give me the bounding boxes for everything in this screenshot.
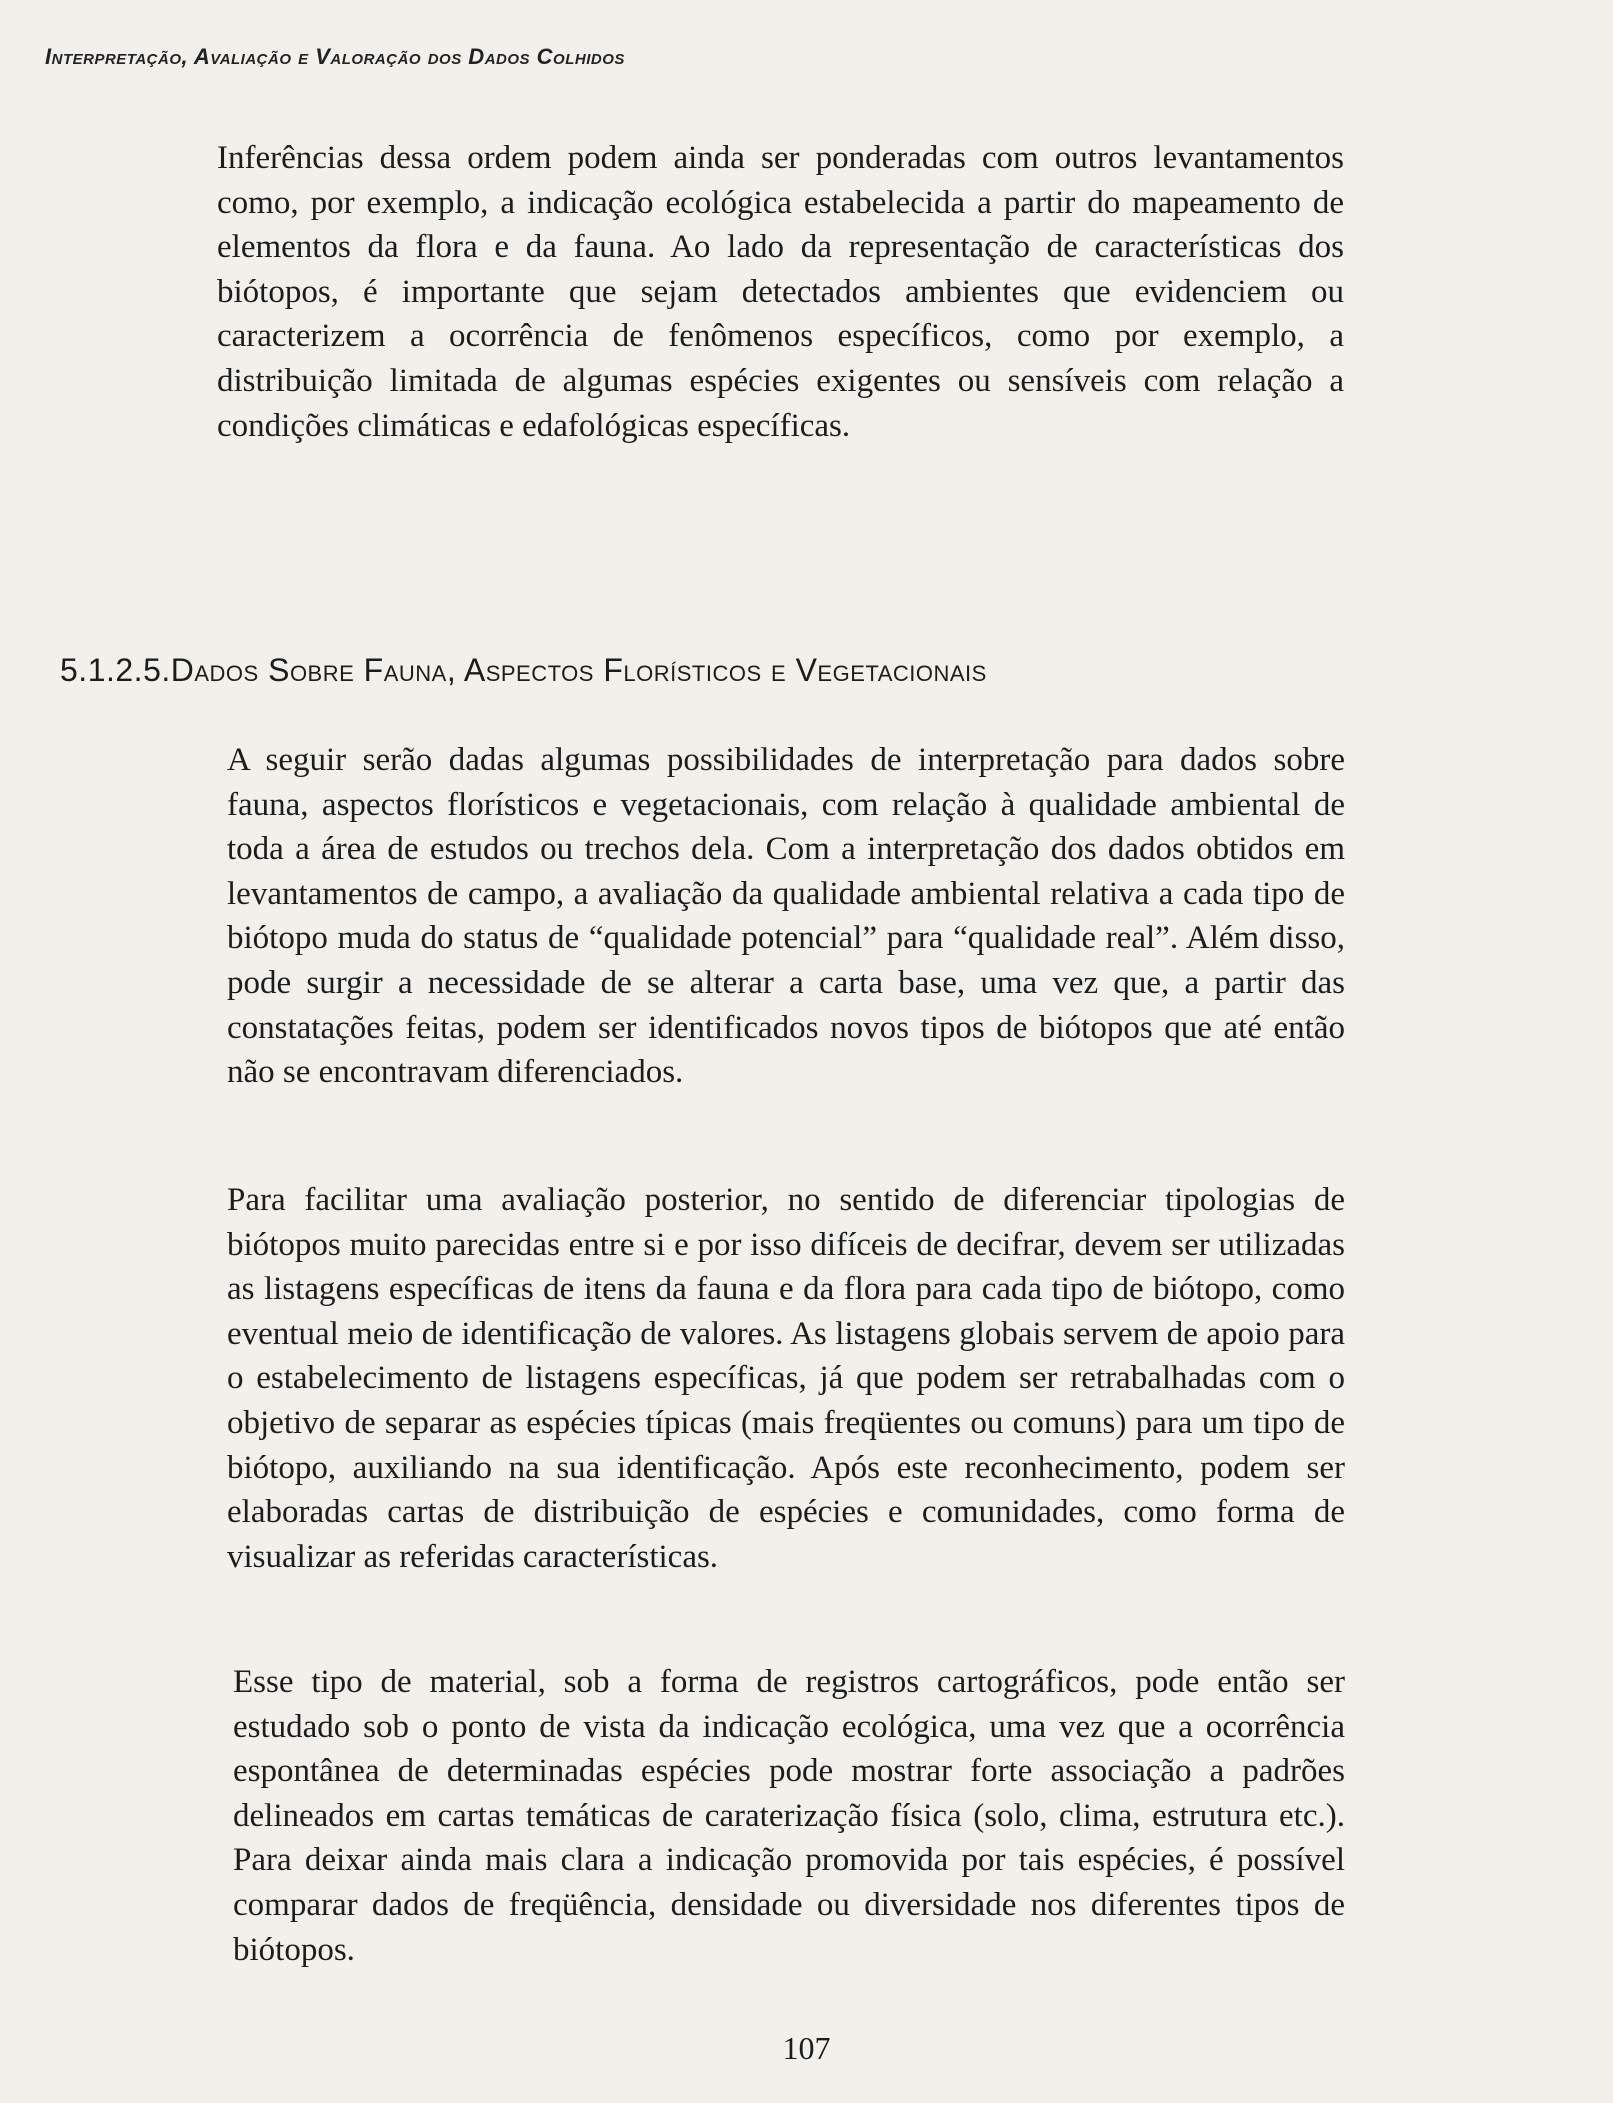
page-number: 107 <box>782 2030 831 2066</box>
section-number: 5.1.2.5. <box>60 652 171 688</box>
running-header: Interpretação, Avaliação e Valoração dos Dados Colhidos <box>45 44 625 69</box>
intro-paragraph: Inferências dessa ordem podem ainda ser ponderadas com outros levantamentos como, por exemplo, a indicação ecológica estabelecida a partir do mapeamento de elementos da flora e da fauna. Ao lado da representação de características dos biótopos, é importante que sejam detectados ambientes que evidenciem ou caracterizem a ocorrência de fenômenos específicos, como por exemplo, a distribuição limitada de algumas espécies exigentes ou sensíveis com relação a condições climáticas e edafológicas específicas. <box>217 140 1344 444</box>
body-paragraph: Para facilitar uma avaliação posterior, no sentido de diferenciar tipologias de biótopos muito parecidas entre si e por isso difíceis de decifrar, devem ser utilizadas as listagens específicas de itens da fauna e da flora para cada tipo de biótopo, como eventual meio de identificação de valores. As listagens globais servem de apoio para o estabelecimento de listagens específicas, já que podem ser retrabalhadas com o objetivo de separar as espécies típicas (mais freqüentes ou comuns) para um tipo de biótopo, auxiliando na sua identificação. Após este reconhecimento, podem ser elaboradas cartas de distribuição de espécies e comunidades, como forma de visualizar as referidas características. <box>227 1182 1345 1575</box>
body-paragraph: Esse tipo de material, sob a forma de registros cartográficos, pode então ser estudado sob o ponto de vista da indicação ecológica, uma vez que a ocorrência espontânea de determinadas espécies pode mostrar forte associação a padrões delineados em cartas temáticas de caraterização física (solo, clima, estrutura etc.). Para deixar ainda mais clara a indicação promovida por tais espécies, é possível comparar dados de freqüência, densidade ou diversidade nos diferentes tipos de biótopos. <box>233 1664 1345 1968</box>
section-heading <box>60 652 987 689</box>
section-title: Dados Sobre Fauna, Aspectos Florísticos e Vegetacionais <box>170 652 987 688</box>
body-paragraph: A seguir serão dadas algumas possibilidades de interpretação para dados sobre fauna, aspectos florísticos e vegetacionais, com relação à qualidade ambiental de toda a área de estudos ou trechos dela. Com a interpretação dos dados obtidos em levantamentos de campo, a avaliação da qualidade ambiental relativa a cada tipo de biótopo muda do status de “qualidade potencial” para “qualidade real”. Além disso, pode surgir a necessidade de se alterar a carta base, uma vez que, a partir das constatações feitas, podem ser identificados novos tipos de biótopos que até então não se encontravam diferenciados. <box>227 742 1345 1091</box>
